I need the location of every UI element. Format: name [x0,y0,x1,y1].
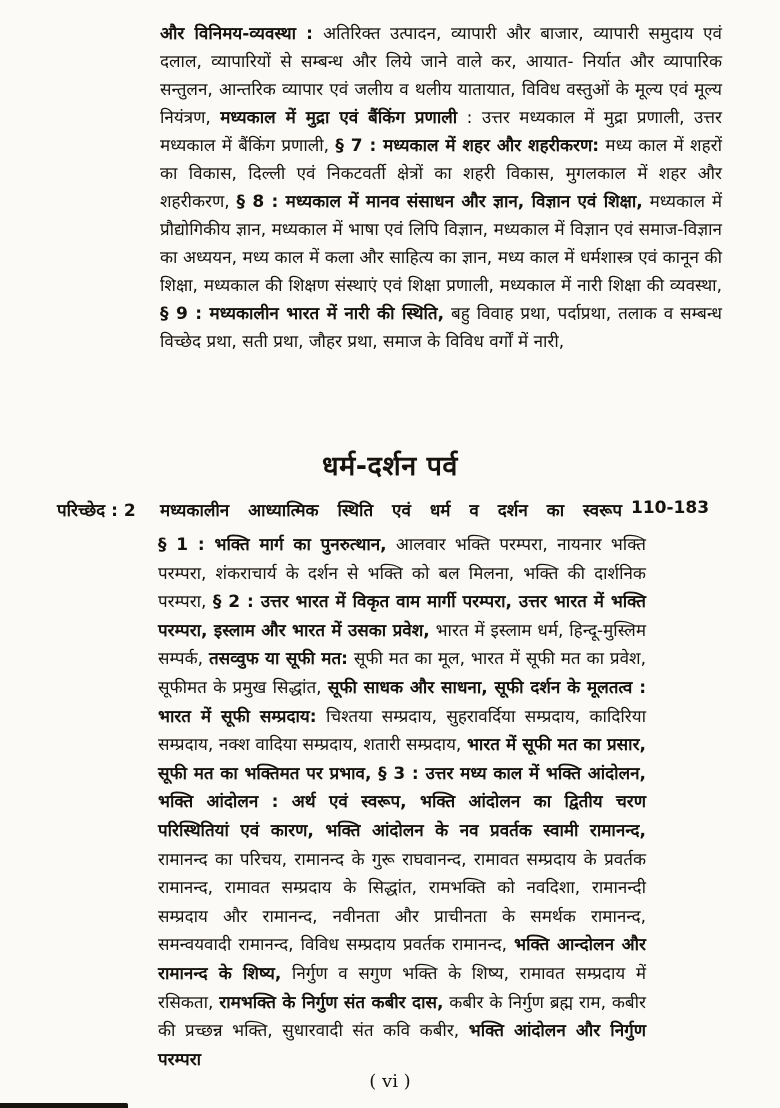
section-heading: धर्म-दर्शन पर्व [322,451,458,482]
toc-intro-paragraph: और विनिमय-व्यवस्था : अतिरिक्त उत्पादन, व्यापारी और बाजार, व्यापारी समुदाय एवं दलाल, व्यापारियों से सम्बन्ध और लिये जाने वाले कर, आयात- निर्यात और व्यापारिक सन्तुलन, आन्तरिक व्यापार एवं जलीय व थलीय यातायात, विविध वस्तुओं के मूल्य एवं मूल्य नियंत्रण, मध्यकाल में मुद्रा एवं बैंकिंग प्रणाली : उत्तर मध्यकाल में मुद्रा प्रणाली, उत्तर मध्यकाल में बैंकिंग प्रणाली, § 7 : मध्यकाल में शहर और शहरीकरण: मध्य काल में शहरों का विकास, दिल्ली एवं निकटवर्ती क्षेत्रों का शहरी विकास, मुगलकाल में शहर और शहरीकरण, § 8 : मध्यकाल में मानव संसाधन और ज्ञान, विज्ञान एवं शिक्षा, मध्यकाल में प्रौद्योगिकीय ज्ञान, मध्यकाल में भाषा एवं लिपि विज्ञान, मध्यकाल में विज्ञान एवं समाज-विज्ञान का अध्ययन, मध्य काल में कला और साहित्य का ज्ञान, मध्य काल में धर्मशास्त्र एवं कानून की शिक्षा, मध्यकाल की शिक्षण संस्थाएं एवं शिक्षा प्रणाली, मध्यकाल में नारी शिक्षा की व्यवस्था, § 9 : मध्यकालीन भारत में नारी की स्थिति, बहु विवाह प्रथा, पर्दाप्रथा, तलाक व सम्बन्ध विच्छेद प्रथा, सती प्रथा, जौहर प्रथा, समाज के विविध वर्गों में नारी, [160,24,723,352]
chapter-page-range: 110-183 [631,498,710,518]
chapter-row [0,498,780,528]
chapter-title: मध्यकालीन आध्यात्मिक स्थिति एवं धर्म व दर्शन का स्वरूप [160,501,622,521]
page-number: ( vi ) [369,1071,411,1092]
toc-body-paragraph: § 1 : भक्ति मार्ग का पुनरुत्थान, आलवार भक्ति परम्परा, नायनार भक्ति परम्परा, शंकराचार्य के दर्शन से भक्ति को बल मिलना, भक्ति की दार्शनिक परम्परा, § 2 : उत्तर भारत में विकृत वाम मार्गी परम्परा, उत्तर भारत में भक्ति परम्परा, इस्लाम और भारत में उसका प्रवेश, भारत में इस्लाम धर्म, हिन्दू-मुस्लिम सम्पर्क, तसव्वुफ या सूफी मत: सूफी मत का मूल, भारत में सूफी मत का प्रवेश, सूफीमत के प्रमुख सिद्धांत, सूफी साधक और साधना, सूफी दर्शन के मूलतत्व : भारत में सूफी सम्प्रदाय: चिश्तया सम्प्रदाय, सुहरावर्दिया सम्प्रदाय, कादिरिया सम्प्रदाय, नक्श वादिया सम्प्रदाय, शतारी सम्प्रदाय, भारत में सूफी मत का प्रसार, सूफी मत का भक्तिमत पर प्रभाव, § 3 : उत्तर मध्य काल में भक्ति आंदोलन, भक्ति आंदोलन : अर्थ एवं स्वरूप, भक्ति आंदोलन का द्वितीय चरण परिस्थितियां एवं कारण, भक्ति आंदोलन के नव प्रवर्तक स्वामी रामानन्द, रामानन्द का परिचय, रामानन्द के गुरू राघवानन्द, रामावत सम्प्रदाय के प्रवर्तक रामानन्द, रामावत सम्प्रदाय के सिद्धांत, रामभक्ति को नवदिशा, रामानन्दी सम्प्रदाय और रामानन्द, नवीनता और प्राचीनता के समर्थक रामानन्द, समन्वयवादी रामानन्द, विविध सम्प्रदाय प्रवर्तक रामानन्द, भक्ति आन्दोलन और रामानन्द के शिष्य, निर्गुण व सगुण भक्ति के शिष्य, रामावत सम्प्रदाय में रसिकता, रामभक्ति के निर्गुण संत कबीर दास, कबीर के निर्गुण ब्रह्म राम, कबीर की प्रच्छन्न भक्ति, सुधारवादी संत कवि कबीर, भक्ति आंदोलन और निर्गुण परम्परा [158,535,647,1070]
scan-edge-artifact [0,1103,128,1108]
chapter-label: परिच्छेद : 2 [57,501,136,521]
